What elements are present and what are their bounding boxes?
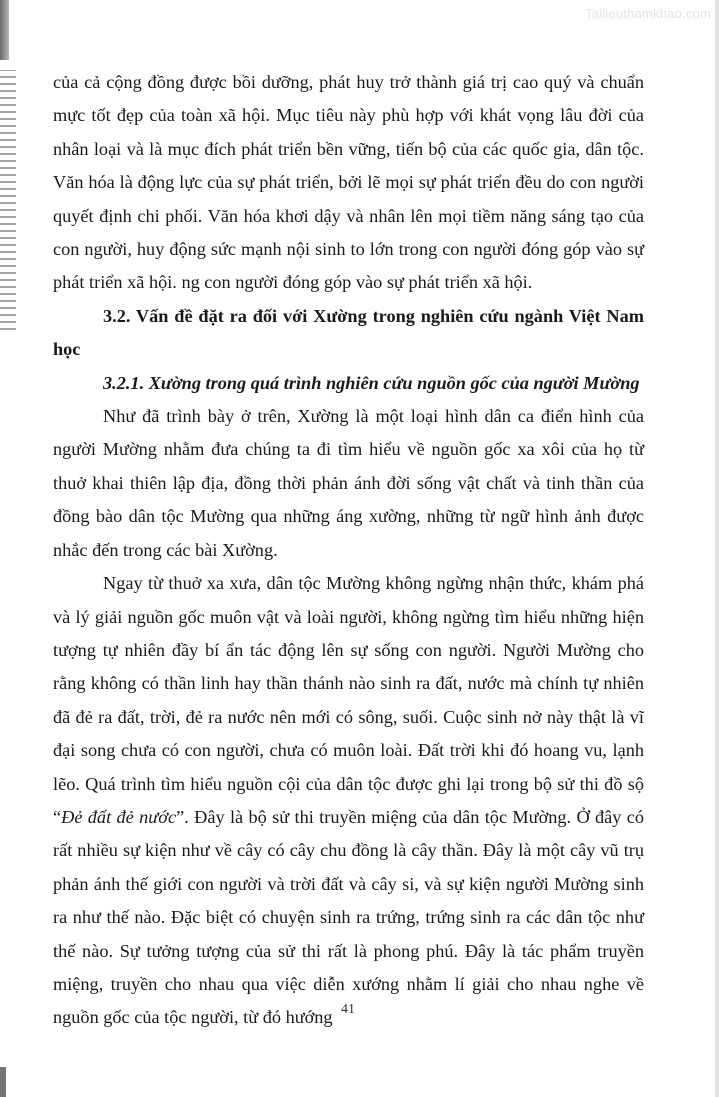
paragraph-text: Ngay từ thuở xa xưa, dân tộc Mường không ngừng nhận thức, khám phá và lý giải nguồn gốc muôn vật và loài người, không ngừng tìm hiểu những hiện tượng tự nhiên đầy bí ẩn tác động lên sự sống con người. Người Mường cho rằng không có thần linh hay thần thánh nào sinh ra đất, nước mà chính tự nhiên đã đẻ ra đất, trời, đẻ ra nước nên mới có sông, suối. Cuộc sinh nở này thật là vĩ đại song chưa có con người, chưa có muôn loài. Đất trời khi đó hoang vu, lạnh lẽo. Quá trình tìm hiểu nguồn cội của dân tộc được ghi lại trong bộ sử thi đồ sộ “ [53, 573, 644, 827]
scan-border-shadow-right [715, 0, 719, 1097]
paragraph-continued: của cả cộng đồng được bồi dưỡng, phát huy trở thành giá trị cao quý và chuẩn mực tốt đẹp của toàn xã hội. Mục tiêu này phù hợp với khát vọng lâu đời của nhân loại và là mục đích phát triển bền vững, tiến bộ của các quốc gia, dân tộc. Văn hóa là động lực của sự phát triển, bởi lẽ mọi sự phát triển đều do con người quyết định chi phối. Văn hóa khơi dậy và nhân lên mọi tiềm năng sáng tạo của con người, huy động sức mạnh nội sinh to lớn trong con người đóng góp vào sự phát triển xã hội. ng con người đóng góp vào sự phát triển xã hội. [53, 72, 644, 293]
epic-title: Đẻ đất đẻ nước [61, 806, 177, 827]
subsection-heading: 3.2.1. Xường trong quá trình nghiên cứu nguồn gốc của người Mường [103, 372, 640, 393]
paragraph-text: ”. Đây là bộ sử thi truyền miệng của dân tộc Mường. Ở đây có rất nhiều sự kiện như về cây có cây chu đồng là cây thần. Đây là một cây vũ trụ phản ánh thế giới con người và trời đất và cây si, và sự kiện người Mường sinh ra như thế nào. Đặc biệt có chuyện sinh ra trứng, trứng sinh ra các dân tộc như thế nào. Sự tưởng tượng của sử thi rất là phong phú. Đây là tác phẩm truyền miệng, truyền cho nhau qua việc diễn xướng nhằm lí giải cho nhau nghe về nguồn gốc của tộc người, từ đó hướng [53, 806, 645, 1028]
scan-binding-marks [0, 70, 16, 330]
watermark: Tailieuthamkhao.com [585, 6, 711, 21]
scan-border-shadow-bottom [0, 1067, 6, 1097]
scan-border-shadow-top [0, 0, 9, 60]
paragraph: Như đã trình bày ở trên, Xường là một loại hình dân ca điển hình của người Mường nhằm đưa chúng ta đi tìm hiểu về nguồn gốc xa xôi của họ từ thuở khai thiên lập địa, đồng thời phản ánh đời sống vật chất và tinh thần của đồng bào dân tộc Mường qua những áng xường, những từ ngữ hình ảnh được nhắc đến trong các bài Xường. [53, 406, 644, 560]
document-body [53, 66, 644, 1035]
section-heading: 3.2. Vấn đề đặt ra đối với Xường trong nghiên cứu ngành Việt Nam học [53, 305, 644, 360]
paragraph [53, 567, 644, 1035]
page-number: 41 [341, 1002, 355, 1017]
